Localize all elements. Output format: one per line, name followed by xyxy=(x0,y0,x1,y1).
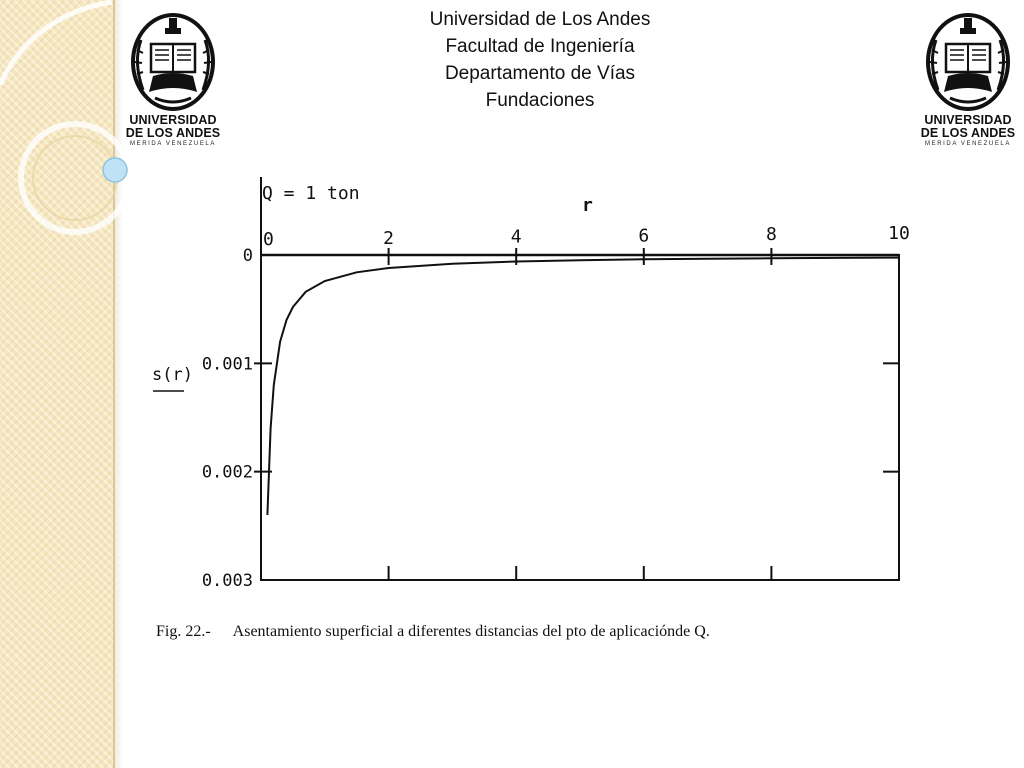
x-tick-label: 2 xyxy=(383,227,395,249)
y-axis-label: s(r) xyxy=(152,365,193,385)
logo-title-line2: DE LOS ANDES xyxy=(125,126,221,140)
logo-title-line1: UNIVERSIDAD xyxy=(924,113,1012,127)
page-header xyxy=(330,6,750,114)
logo-title-line1: UNIVERSIDAD xyxy=(129,113,217,127)
course-name: Fundaciones xyxy=(485,90,595,111)
x-axis-ticks xyxy=(263,223,910,580)
caption-text: Asentamiento superficial a diferentes distancias del pto de aplicaciónde Q. xyxy=(232,623,710,640)
x-axis-label: r xyxy=(582,195,593,216)
x-tick-label: 4 xyxy=(510,226,522,248)
university-logo-right xyxy=(920,10,1016,150)
logo-title-line2: DE LOS ANDES xyxy=(920,126,1016,140)
settlement-chart xyxy=(140,165,940,605)
chart-canvas xyxy=(140,165,940,605)
university-logo-left xyxy=(125,10,221,150)
decorative-rings xyxy=(0,0,140,260)
blue-bubble xyxy=(103,158,127,182)
university-seal-icon xyxy=(920,10,1016,114)
y-tick-label: 0.002 xyxy=(201,462,253,483)
x-tick-label: 6 xyxy=(638,225,650,247)
y-tick-label: 0.003 xyxy=(201,571,253,591)
y-tick-label: 0.001 xyxy=(201,354,253,375)
x-tick-label: 0 xyxy=(263,229,274,250)
y-axis-ticks xyxy=(202,246,899,591)
department-name: Departamento de Vías xyxy=(444,63,636,84)
university-name: Universidad de Los Andes xyxy=(429,9,651,30)
series-line-s-r xyxy=(267,258,899,515)
plot-frame xyxy=(261,255,899,580)
logo-subtitle: MERIDA VENEZUELA xyxy=(130,141,216,147)
figure-number: Fig. 22.- xyxy=(156,623,211,640)
x-tick-label: 8 xyxy=(765,224,777,246)
logo-subtitle: MERIDA VENEZUELA xyxy=(925,141,1011,147)
y-tick-label: 0 xyxy=(242,246,253,266)
x-tick-label: 10 xyxy=(888,223,910,244)
faculty-name: Facultad de Ingeniería xyxy=(445,36,635,57)
figure-caption xyxy=(156,623,916,641)
university-seal-icon xyxy=(125,10,221,114)
chart-title: Q = 1 ton xyxy=(262,183,360,204)
